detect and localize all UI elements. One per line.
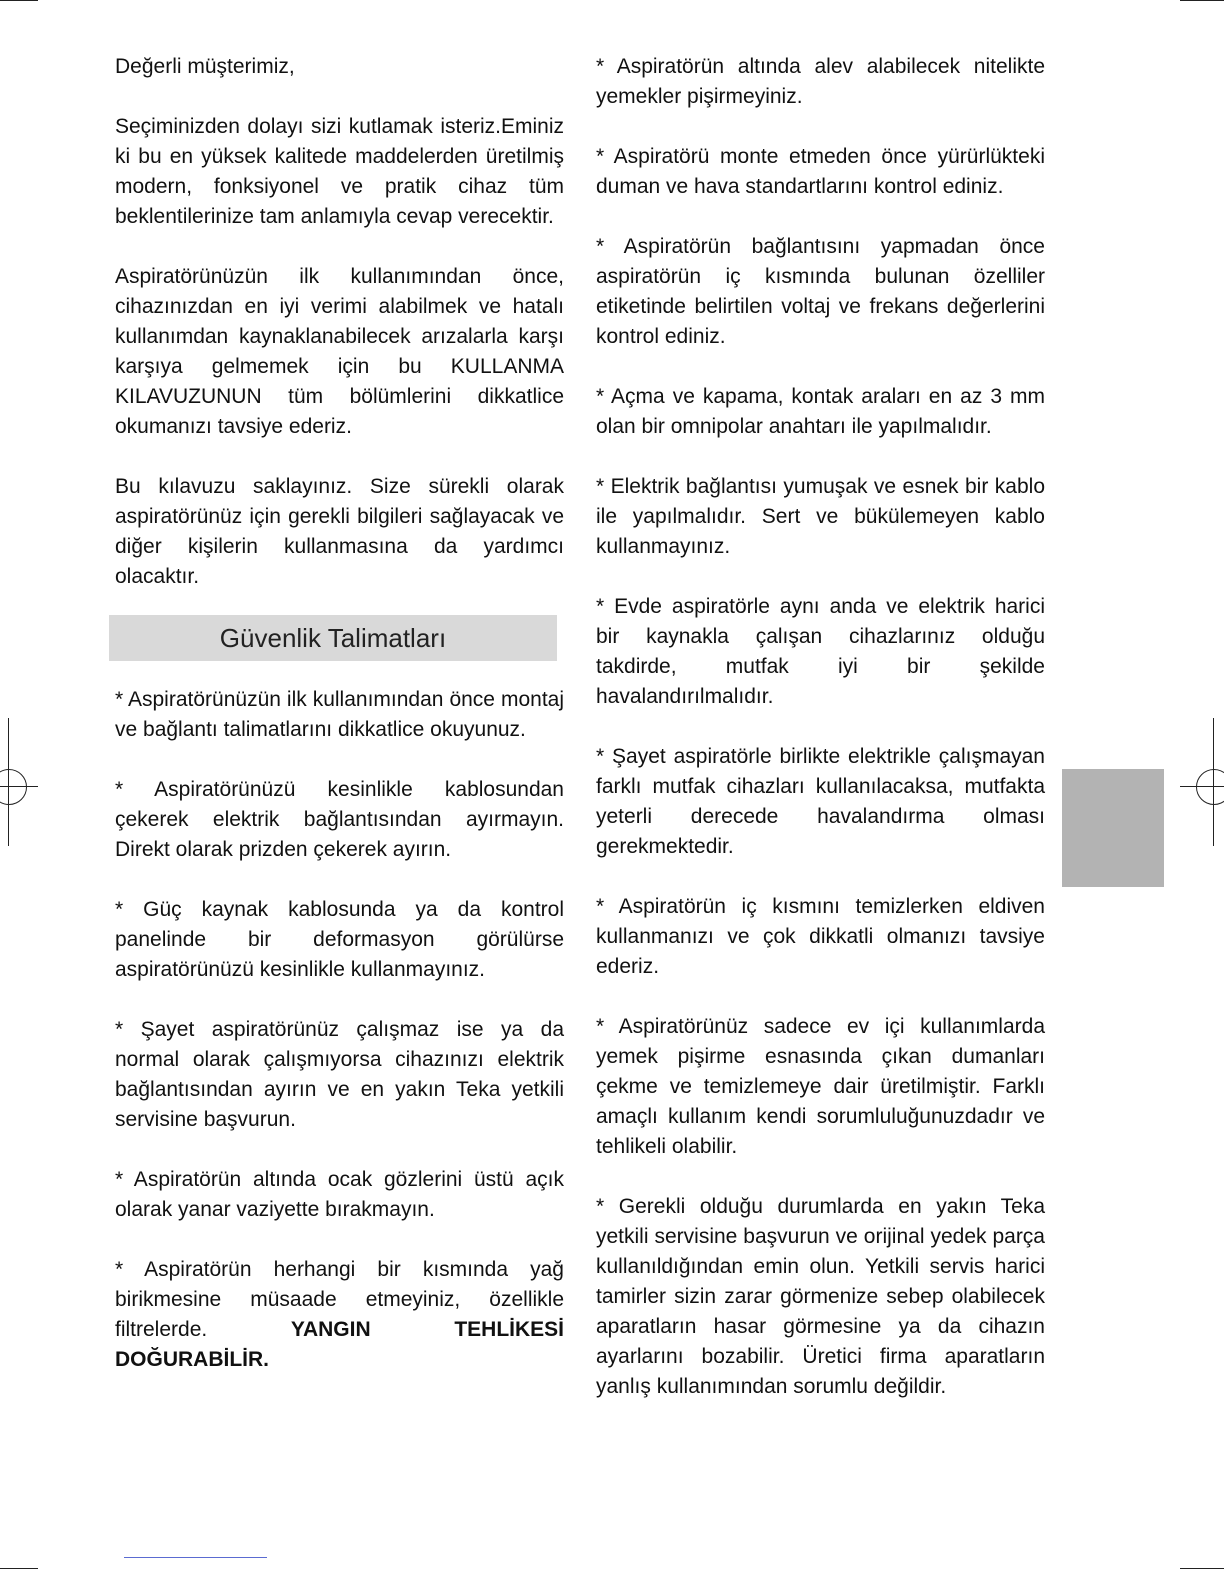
safety-item: * Aspiratörü monte etmeden önce yürürlükteki duman ve hava standartlarını kontrol ediniz. — [596, 145, 1045, 198]
before-use-paragraph: Aspiratörünüzün ilk kullanımından önce, cihazınızdan en iyi verimi alabilmek ve hatalı kullanımdan kaynaklanabilecek arızalarla karşı karşıya gelmemek için bu KULLANMA KILAVUZUNUN tüm bölümlerini dikkatlice okumanızı tavsiye ederiz. — [115, 265, 564, 438]
bottom-rule — [124, 1557, 267, 1558]
greeting: Değerli müşterimiz, — [115, 55, 295, 78]
safety-item: * Güç kaynak kablosunda ya da kontrol panelinde bir deformasyon görülürse aspiratörünüzü kesinlikle kullanmayınız. — [115, 898, 564, 981]
intro-paragraph: Seçiminizden dolayı sizi kutlamak isteriz.Eminiz ki bu en yüksek kalitede maddelerden üretilmiş modern, fonksiyonel ve pratik cihaz tüm beklentilerinize tam anlamıyla cevap verecektir. — [115, 115, 564, 228]
safety-list-left — [115, 685, 564, 1405]
safety-item: * Şayet aspiratörle birlikte elektrikle çalışmayan farklı mutfak cihazları kullanılacaksa, mutfakta yeterli derecede havalandırma olması gerekmektedir. — [596, 745, 1045, 858]
crop-mark-bottom-left — [0, 1568, 38, 1569]
fire-warning: YANGIN TEHLİKESİ DOĞURABİLİR. — [115, 1318, 564, 1371]
safety-item-fire — [115, 1255, 564, 1375]
section-title: Güvenlik Talimatları — [219, 622, 447, 653]
safety-item: * Gerekli olduğu durumlarda en yakın Teka yetkili servisine başvurun ve orijinal yedek parça kullanıldığından emin olun. Yetkili servis harici tamirler sizin zarar görmenize sebep olabilecek aparatların hasar görmesine ya da cihazın ayarlarını bozabilir. Üretici firma aparatların yanlış kullanımından sorumlu değildir. — [596, 1195, 1045, 1398]
left-column — [115, 52, 564, 622]
side-tab — [1062, 769, 1164, 887]
safety-item: * Aspiratörünüz sadece ev içi kullanımlarda yemek pişirme esnasında çıkan dumanları çekme ve temizlemeye dair üretilmiştir. Farklı amaçlı kullanım kendi sorumluluğunuzdadır ve tehlikeli olabilir. — [596, 1015, 1045, 1158]
safety-item: * Aspiratörünüzü kesinlikle kablosundan çekerek elektrik bağlantısından ayırmayın. Direkt olarak prizden çekerek ayırın. — [115, 778, 564, 861]
safety-item: * Elektrik bağlantısı yumuşak ve esnek bir kablo ile yapılmalıdır. Sert ve bükülemeyen kablo kullanmayınız. — [596, 475, 1045, 558]
section-header — [109, 615, 557, 661]
safety-item: * Aspiratörün altında alev alabilecek nitelikte yemekler pişirmeyiniz. — [596, 55, 1045, 108]
registration-mark-right — [1196, 769, 1224, 805]
safety-item: * Açma ve kapama, kontak araları en az 3 mm olan bir omnipolar anahtarı ile yapılmalıdır. — [596, 385, 1045, 438]
right-column — [596, 52, 1045, 1432]
safety-item: * Aspiratörünüzün ilk kullanımından önce montaj ve bağlantı talimatlarını dikkatlice okuyunuz. — [115, 688, 564, 741]
safety-item-text: * Aspiratörün herhangi bir kısmında yağ birikmesine müsaade etmeyiniz, özellikle filtrelerde. — [115, 1258, 564, 1341]
safety-item: * Aspiratörün iç kısmını temizlerken eldiven kullanmanızı ve çok dikkatli olmanızı tavsiye ederiz. — [596, 895, 1045, 978]
safety-item: * Şayet aspiratörünüz çalışmaz ise ya da normal olarak çalışmıyorsa cihazınızı elektrik bağlantısından ayırın ve en yakın Teka yetkili servisine başvurun. — [115, 1018, 564, 1131]
safety-item: * Aspiratörün bağlantısını yapmadan önce aspiratörün iç kısmında bulunan özelliler etiketinde belirtilen voltaj ve frekans değerlerini kontrol ediniz. — [596, 235, 1045, 348]
safety-item: * Evde aspiratörle aynı anda ve elektrik harici bir kaynakla çalışan cihazlarınız olduğu takdirde, mutfak iyi bir şekilde havalandırılmalıdır. — [596, 595, 1045, 708]
safety-item: * Aspiratörün altında ocak gözlerini üstü açık olarak yanar vaziyette bırakmayın. — [115, 1168, 564, 1221]
crop-mark-top-left — [0, 0, 38, 1]
crop-mark-top-right — [1180, 0, 1224, 1]
crop-mark-bottom-right — [1180, 1568, 1224, 1569]
registration-mark-left — [0, 769, 27, 805]
keep-manual-paragraph: Bu kılavuzu saklayınız. Size sürekli olarak aspiratörünüz için gerekli bilgileri sağlayacak ve diğer kişilerin kullanmasına da yardımcı olacaktır. — [115, 475, 564, 588]
